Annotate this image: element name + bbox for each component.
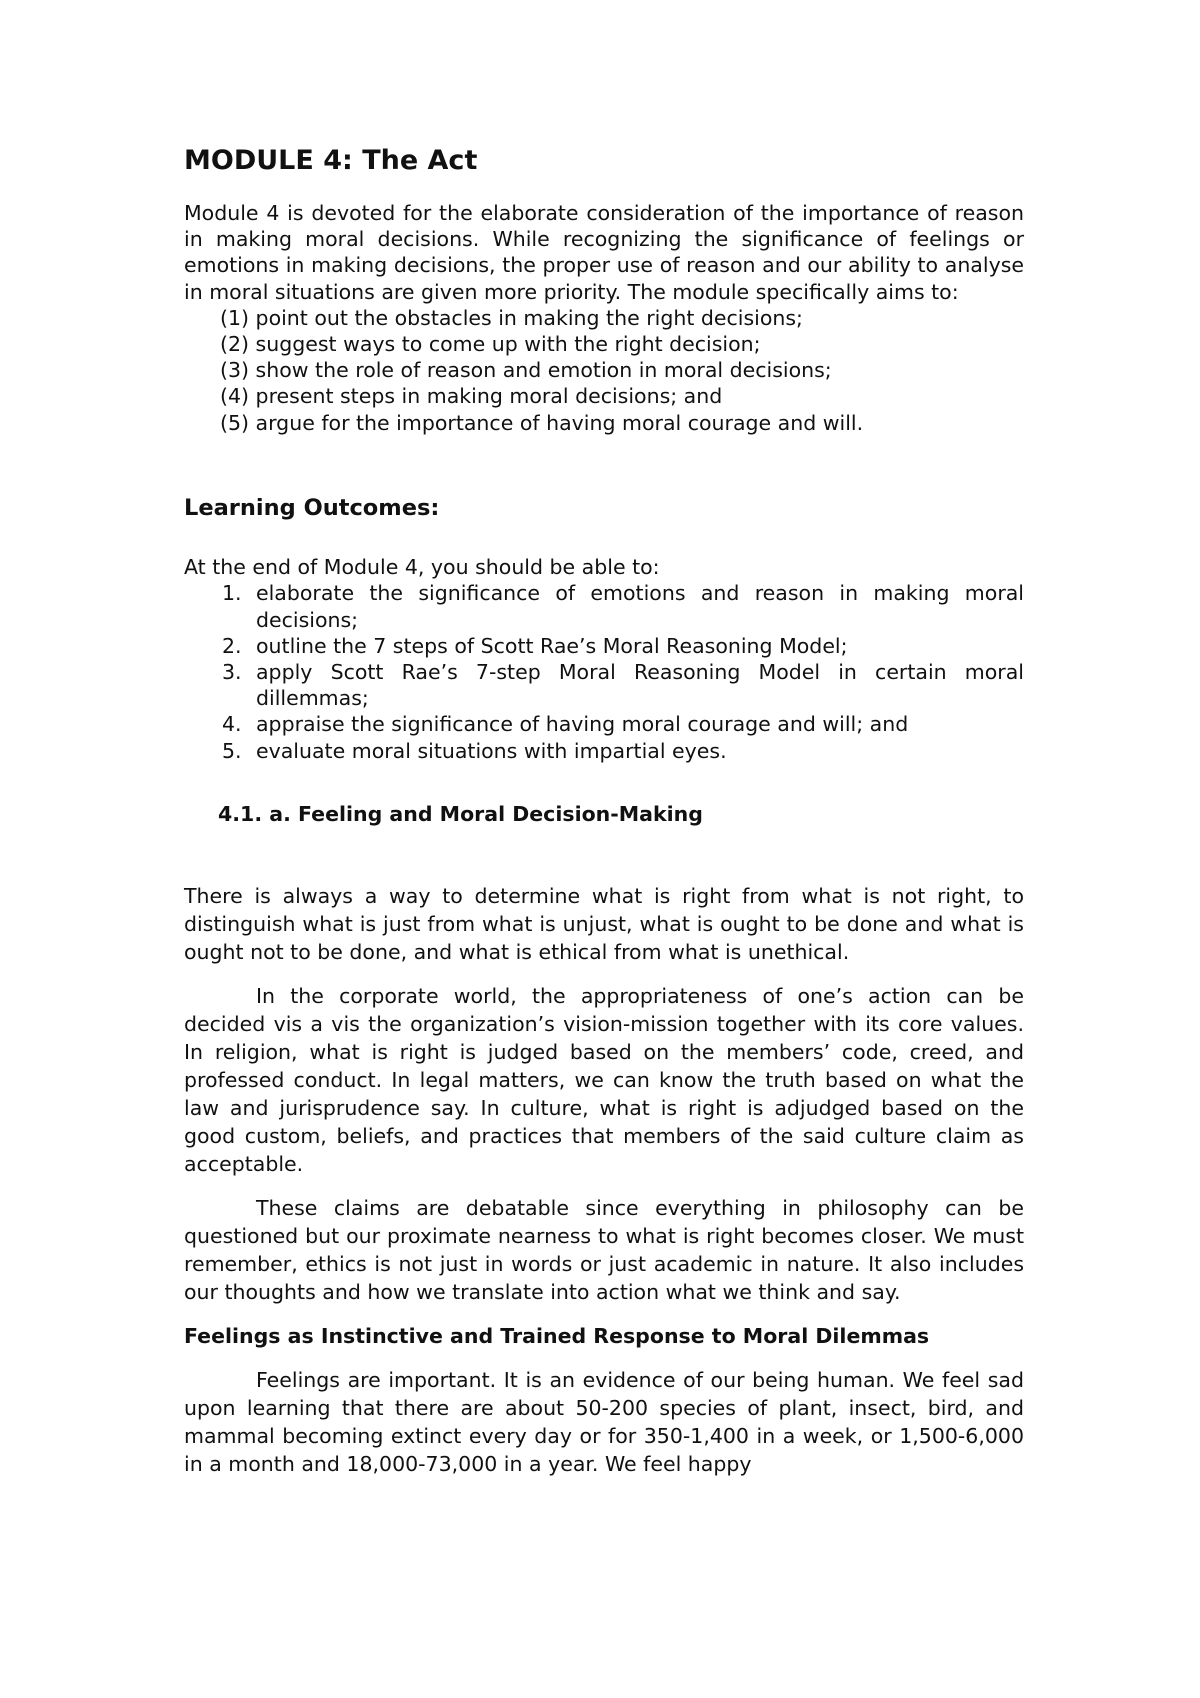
- outcome-item: [184, 659, 1024, 711]
- outcome-item: [184, 738, 1024, 764]
- outcome-number: 4.: [222, 712, 242, 737]
- module-aims-list: [184, 305, 1024, 436]
- outcome-text: appraise the significance of having moral courage and will; and: [256, 712, 909, 737]
- aim-item: (5) argue for the importance of having moral courage and will.: [220, 410, 864, 435]
- learning-outcomes-list: [184, 580, 1024, 763]
- section-title: 4.1. a. Feeling and Moral Decision-Making: [218, 801, 703, 826]
- body-paragraph: There is always a way to determine what is right from what is not right, to distinguish what is just from what is unjust, what is ought to be done and what is ought not to be done, and what is ethical from what is unethical.: [184, 883, 1024, 964]
- module-intro: Module 4 is devoted for the elaborate consideration of the importance of reason in making moral decisions. While recognizing the significance of feelings or emotions in making decisions, the proper use of reason and our ability to analyse in moral situations are given more priority. The module specifically aims to:: [184, 201, 1024, 304]
- page-content: [184, 142, 1024, 1478]
- outcome-text: apply Scott Rae’s 7-step Moral Reasoning Model in certain moral dillemmas;: [256, 659, 1024, 711]
- body-paragraph: In the corporate world, the appropriateness of one’s action can be decided vis a vis the organization’s vision-mission together with its core values. In religion, what is right is judged based on the members’ code, creed, and professed conduct. In legal matters, we can know the truth based on what the law and jurisprudence say. In culture, what is right is adjudged based on the good custom, beliefs, and practices that members of the said culture claim as acceptable.: [184, 983, 1024, 1176]
- subsection-heading: Feelings as Instinctive and Trained Response to Moral Dilemmas: [184, 1323, 930, 1348]
- aim-item: (4) present steps in making moral decisions; and: [220, 384, 723, 409]
- aim-item: (2) suggest ways to come up with the right decision;: [220, 332, 761, 357]
- outcome-number: 2.: [222, 633, 242, 658]
- outcome-item: [184, 580, 1024, 632]
- body-paragraph: Feelings are important. It is an evidence of our being human. We feel sad upon learning that there are about 50-200 species of plant, insect, bird, and mammal becoming extinct every day or for 350-1,400 in a week, or 1,500-6,000 in a month and 18,000-73,000 in a year. We feel happy: [184, 1367, 1024, 1476]
- body-paragraph: These claims are debatable since everything in philosophy can be questioned but our proximate nearness to what is right becomes closer. We must remember, ethics is not just in words or just academic in nature. It also includes our thoughts and how we translate into action what we think and say.: [184, 1195, 1024, 1304]
- outcome-text: outline the 7 steps of Scott Rae’s Moral Reasoning Model;: [256, 633, 848, 658]
- outcome-item: [184, 711, 1024, 737]
- outcome-text: evaluate moral situations with impartial eyes.: [256, 738, 727, 763]
- learning-outcomes-heading: Learning Outcomes:: [184, 494, 440, 521]
- outcome-text: elaborate the significance of emotions and reason in making moral decisions;: [256, 581, 1024, 632]
- aim-item: (1) point out the obstacles in making the right decisions;: [220, 305, 803, 330]
- outcome-number: 5.: [222, 738, 242, 763]
- section-heading-4-1-a: [184, 802, 1024, 826]
- module-title: MODULE 4: The Act: [184, 145, 478, 176]
- learning-outcomes-lead: At the end of Module 4, you should be able to:: [184, 554, 660, 579]
- outcome-number: 3.: [222, 659, 242, 684]
- aim-item: (3) show the role of reason and emotion in moral decisions;: [220, 358, 832, 383]
- outcome-number: 1.: [222, 581, 242, 606]
- outcome-item: [184, 633, 1024, 659]
